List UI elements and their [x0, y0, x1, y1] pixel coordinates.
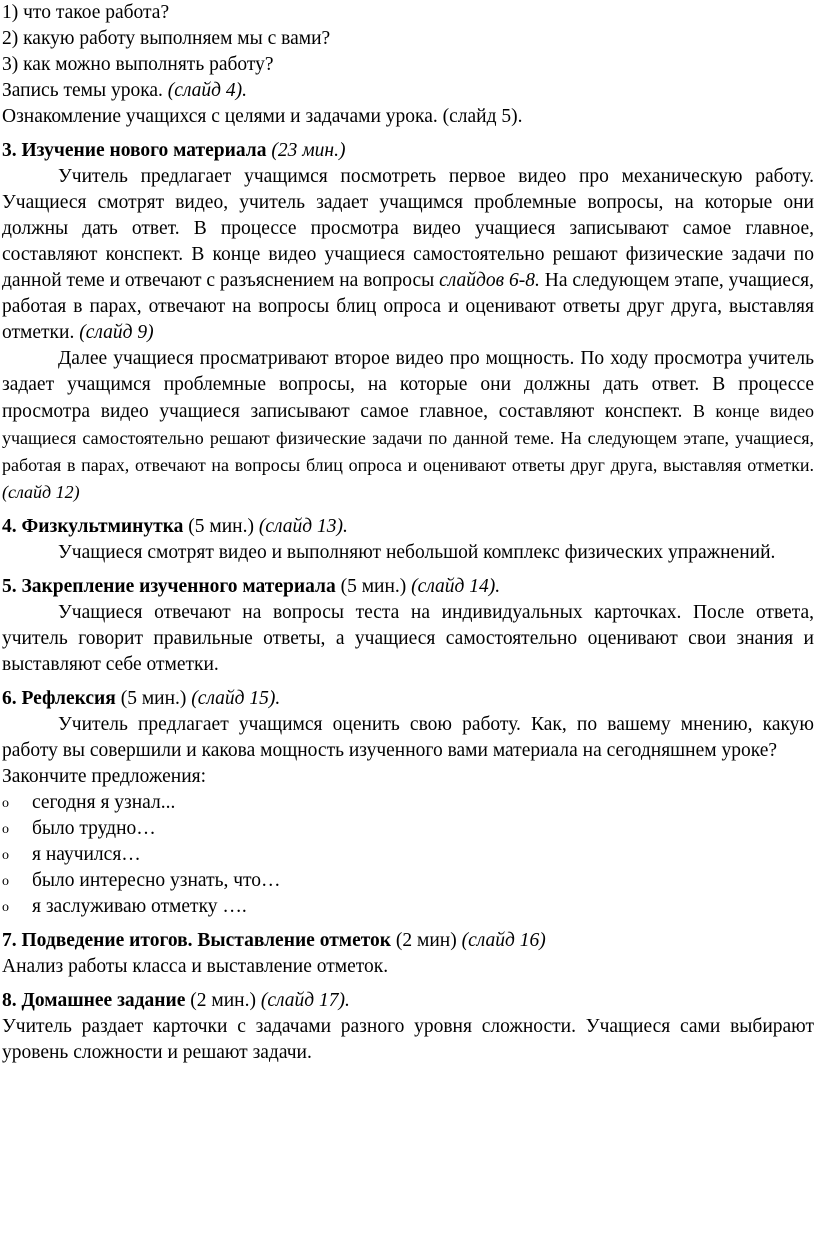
list-item-text: я научился…: [32, 844, 141, 865]
section-3-p2-slide12: (слайд 12): [2, 482, 80, 502]
section-7-time: (2 мин): [391, 930, 462, 951]
section-3-p2-text-2: В конце видео учащиеся самостоятельно решают физические задачи по данной теме. На следующем этапе, учащиеся, работая в парах, отвечают на вопросы блиц опроса и оценивают ответы друг друга, выставляя отметки.: [2, 401, 814, 475]
section-4-title: 4. Физкультминутка: [2, 516, 184, 537]
section-3-time: (23 мин.): [266, 140, 346, 161]
section-5-time: (5 мин.): [335, 576, 412, 597]
topic-slide: (слайд 4).: [167, 80, 248, 101]
finish-prompt: Закончите предложения:: [2, 766, 207, 787]
section-6-text: Учитель предлагает учащимся оценить свою работу. Как, по вашему мнению, какую работу вы совершили и какова мощность изученного вами материала на сегодняшнем уроке?: [2, 714, 814, 761]
section-4-slide: (слайд 13).: [258, 516, 348, 537]
section-8-heading: [2, 988, 814, 1014]
list-item-text: я заслуживаю отметку ….: [32, 896, 247, 917]
topic-text: Запись темы урока.: [2, 80, 168, 101]
section-4-heading: [2, 514, 814, 540]
section-6-title: 6. Рефлексия: [2, 688, 116, 709]
bullet-circle-icon: o: [2, 848, 9, 863]
section-7-heading: [2, 928, 814, 954]
section-8-time: (2 мин.): [185, 990, 261, 1011]
reflection-list: [2, 790, 814, 920]
section-8-title: 8. Домашнее задание: [2, 990, 186, 1011]
goals-line: Ознакомление учащихся с целями и задачами урока. (слайд 5).: [2, 106, 523, 127]
section-7-title: 7. Подведение итогов. Выставление отметок: [2, 930, 392, 951]
bullet-circle-icon: o: [2, 822, 9, 837]
section-3-p1-slide9: (слайд 9): [79, 322, 154, 343]
bullet-circle-icon: o: [2, 874, 9, 889]
section-8-slide: (слайд 17).: [260, 990, 350, 1011]
bullet-circle-icon: o: [2, 900, 9, 915]
list-item: [2, 868, 814, 894]
section-6-slide: (слайд 15).: [191, 688, 281, 709]
section-7-slide: (слайд 16): [461, 930, 546, 951]
question-1: 1) что такое работа?: [2, 2, 170, 23]
section-5-slide: (слайд 14).: [411, 576, 501, 597]
section-5-text: Учащиеся отвечают на вопросы теста на индивидуальных карточках. После ответа, учитель говорит правильные ответы, а учащиеся самостоятельно оценивают свои знания и выставляют себе отметки.: [2, 602, 814, 675]
list-item: [2, 894, 814, 920]
topic-line: [2, 78, 814, 104]
section-6-heading: [2, 686, 814, 712]
section-3-heading: [2, 138, 814, 164]
list-item: [2, 842, 814, 868]
section-6-time: (5 мин.): [115, 688, 192, 709]
section-4-text: Учащиеся смотрят видео и выполняют небольшой комплекс физических упражнений.: [58, 542, 776, 563]
question-3: 3) как можно выполнять работу?: [2, 54, 274, 75]
list-item-text: было трудно…: [32, 818, 156, 839]
section-3-p1-text: Учитель предлагает учащимся посмотреть первое видео про механическую работу. Учащиеся смотрят видео, учитель задает учащимся проблемные вопросы, на которые они должны дать ответ. В процессе просмотра видео учащиеся записывают самое главное, составляют конспект. В конце видео учащиеся самостоятельно решают физические задачи по данной теме и отвечают с разъяснением на вопросы: [2, 166, 814, 291]
section-3-p1-text-2: На следующем этапе, учащиеся, работая в парах, отвечают на вопросы блиц опроса и оценивают ответы друг друга, выставляя отметки.: [2, 270, 814, 343]
list-item-text: сегодня я узнал...: [32, 792, 176, 813]
section-4-time: (5 мин.): [183, 516, 259, 537]
section-5-title: 5. Закрепление изученного материала: [2, 576, 336, 597]
section-5-heading: [2, 574, 814, 600]
list-item: [2, 816, 814, 842]
section-8-text: Учитель раздает карточки с задачами разного уровня сложности. Учащиеся сами выбирают уровень сложности и решают задачи.: [2, 1016, 814, 1063]
list-item: [2, 790, 814, 816]
section-3-p2-text: Далее учащиеся просматривают второе видео про мощность. По ходу просмотра учитель задает учащимся проблемные вопросы, на которые они должны дать ответ. В процессе просмотра видео учащиеся записывают самое главное, составляют конспект.: [2, 348, 814, 422]
section-7-text: Анализ работы класса и выставление отметок.: [2, 956, 389, 977]
section-3-p1-slides: слайдов 6-8.: [439, 270, 540, 291]
section-3-title: 3. Изучение нового материала: [2, 140, 267, 161]
bullet-circle-icon: o: [2, 796, 9, 811]
list-item-text: было интересно узнать, что…: [32, 870, 281, 891]
section-3-paragraph-1: [2, 164, 814, 346]
question-2: 2) какую работу выполняем мы с вами?: [2, 28, 331, 49]
section-3-paragraph-2: [2, 346, 814, 506]
